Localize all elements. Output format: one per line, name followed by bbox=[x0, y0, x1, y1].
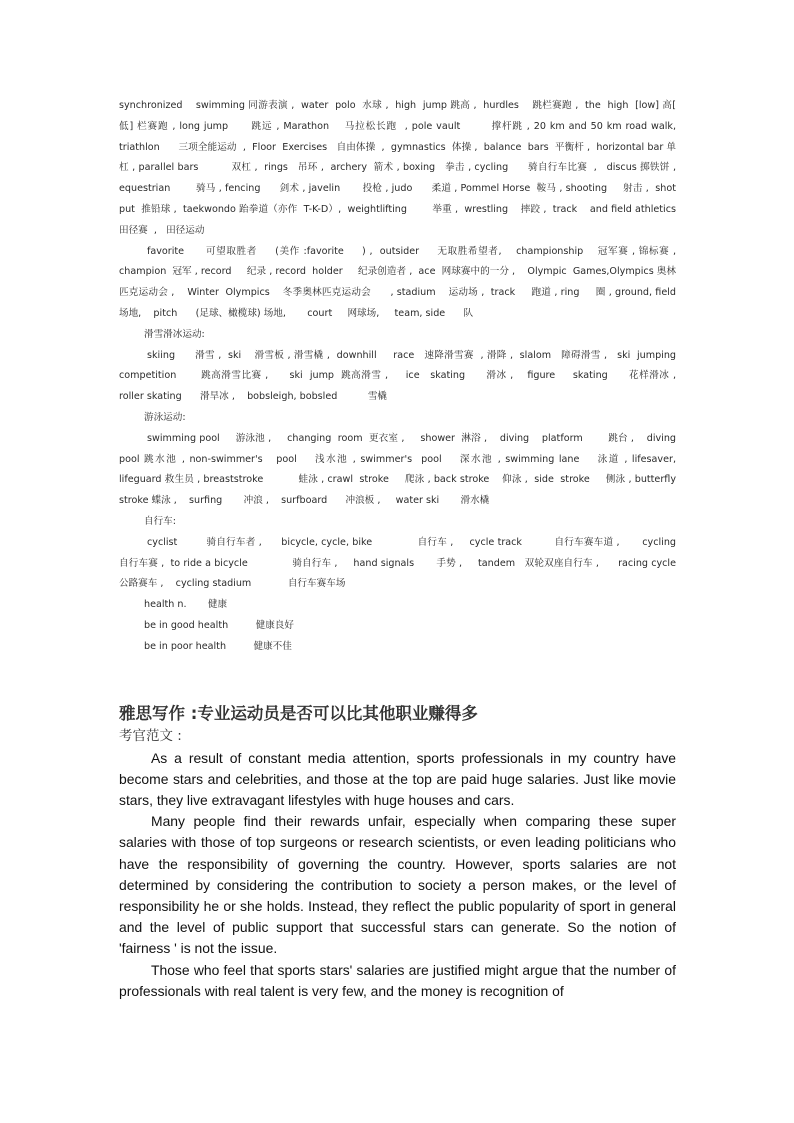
essay-title: 雅思写作 :专业运动员是否可以比其他职业赚得多 bbox=[119, 703, 478, 723]
vocabulary-section bbox=[119, 96, 710, 658]
essay-subtitle: 考官范文 : bbox=[119, 727, 182, 744]
essay-paragraph: Many people find their rewards unfair, especially when comparing these super salaries with those of top surgeons or research scientists, or even leading politicians who have the responsibility of governing the country. However, sports salaries are not determined by considering the contribution to society a person makes, or the level of responsibility he or she holds. Instead, they reflect the public popularity of sport in general and the level of public support that successful stars can generate. So the notion of 'fairness ' is not the issue. bbox=[119, 813, 676, 957]
vocab-paragraph-cycling: cyclist 骑自行车者 , bicycle, cycle, bike 自行车 , cycle track 自行车赛车道 , cycling 自行车赛 , to ride a bicycle 骑自行车 , hand signals 手势 , tandem 双轮双座自行车 , racing cycle 公路赛车 , cycling stadium 自行车赛车场 bbox=[119, 536, 707, 590]
essay-body bbox=[119, 748, 676, 1002]
vocab-line-poor-health: be in poor health 健康不佳 bbox=[144, 640, 292, 652]
vocab-paragraph-sports: synchronized swimming 同游表演 , water polo 水球 , high jump 跳高 , hurdles 跳栏赛跑 , the high [low] 高[ 低] 栏赛跑 , long jump 跳远 , Marathon 马拉松长跑 , pole vault 撑杆跳 , 20 km and 50 km road walk, triathlon 三项全能运动 , Floor Exercises 自由体操 , gymnastics 体操 , balance bars 平衡杆 , horizontal bar 单杠 , parallel bars 双杠 , rings 吊环 , archery 箭术 , boxing 拳击 , cycling 骑自行车比赛 , discus 掷铁饼 , equestrian 骑马 , fencing 剑术 , javelin 投枪 , judo 柔道 , Pommel Horse 鞍马 , shooting 射击 , shot put 推铅球 , taekwondo 跆拳道（亦作 T-K-D）, weightlifting 举重 , wrestling 摔跤 , track and field athletics 田径赛 , 田径运动 bbox=[119, 100, 707, 236]
vocab-paragraph-skiing: skiing 滑雪 , ski 滑雪板 , 滑雪橇 , downhill race 速降滑雪赛 , 滑降 , slalom 障碍滑雪 , ski jumping competition 跳高滑雪比赛 , ski jump 跳高滑雪 , ice skating 滑冰 , figure skating 花样滑冰 , roller skating 滑旱冰 , bobsleigh, bobsled 雪橇 bbox=[119, 349, 695, 403]
vocab-paragraph-swimming: swimming pool 游泳池 , changing room 更衣室 , shower 淋浴 , diving platform 跳台 , diving pool 跳水池 , non-swimmer's pool 浅水池 , swimmer's pool 深水池 , swimming lane 泳道 , lifesaver, lifeguard 救生员 , breaststroke 蛙泳 , crawl stroke 爬泳 , back stroke 仰泳 , side stroke 侧泳 , butterfly stroke 蝶泳 , surfing 冲浪 , surfboard 冲浪板 , water ski 滑水橇 bbox=[119, 432, 710, 507]
heading-cycling: 自行车: bbox=[144, 515, 177, 527]
heading-skiing-skating: 滑雪滑冰运动: bbox=[144, 328, 205, 340]
heading-swimming: 游泳运动: bbox=[144, 411, 186, 423]
section-gap bbox=[119, 658, 676, 702]
vocab-line-good-health: be in good health 健康良好 bbox=[144, 619, 294, 631]
vocab-line-health: health n. 健康 bbox=[144, 599, 228, 611]
essay-paragraph: Those who feel that sports stars' salaries are justified might argue that the number of professionals with real talent is very few, and the money is recognition of bbox=[119, 961, 676, 999]
essay-paragraph: As a result of constant media attention, sports professionals in my country have become stars and celebrities, and those at the top are paid huge salaries. Just like movie stars, they live extravagant lifestyles with huge houses and cars. bbox=[119, 749, 676, 808]
document-page bbox=[119, 96, 710, 1002]
vocab-paragraph-competition: favorite 可望取胜者 (美作 :favorite ) , outsider 无取胜希望者, championship 冠军赛 , 锦标赛 , champion 冠军 , record 纪录 , record holder 纪录创造者 , ace 网球赛中的一分 , Olympic Games,Olympics 奥林匹克运动会 , Winter Olympics 冬季奥林匹克运动会 , stadium 运动场 , track 跑道 , ring 圈 , ground, field 场地, pitch (足球、橄榄球) 场地, court 网球场, team, side 队 bbox=[119, 245, 692, 319]
